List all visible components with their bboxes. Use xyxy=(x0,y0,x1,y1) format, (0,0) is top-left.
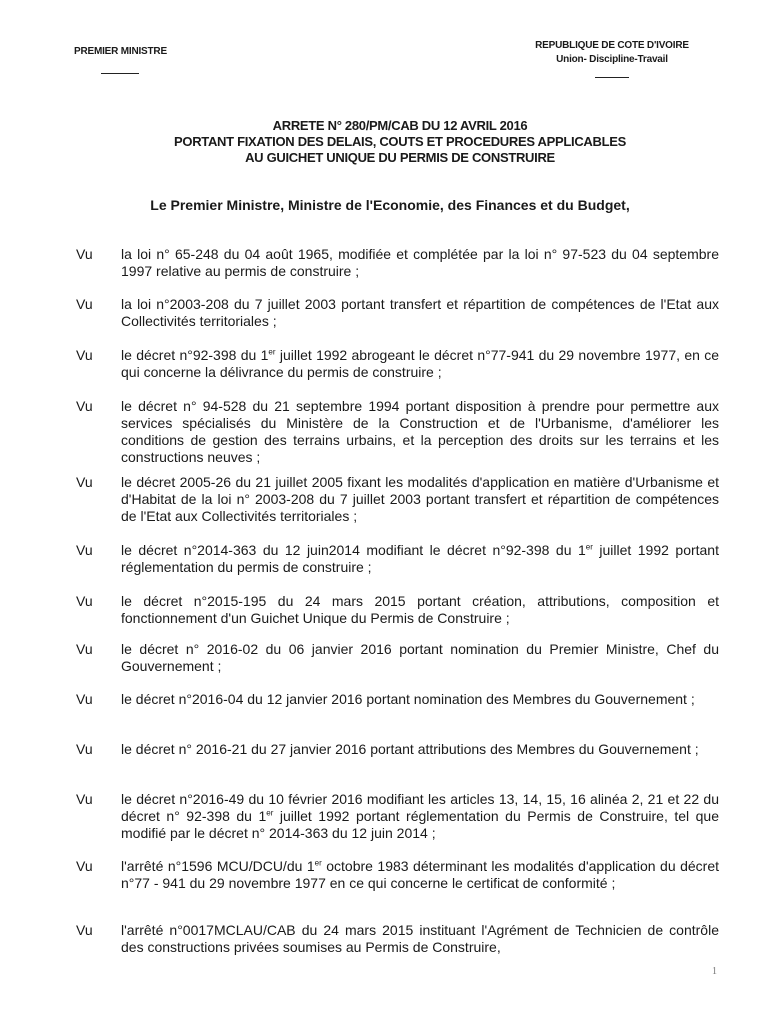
visa-text-part: le décret n°92-398 du 1 xyxy=(121,347,269,363)
visa-text-part: l'arrêté n°0017MCLAU/CAB du 24 mars 2015 instituant l'Agrément de Technicien de contrôle des constructions privées soumises au Permis de Construire, xyxy=(121,922,719,955)
visa-text-part: le décret 2005-26 du 21 juillet 2005 fixant les modalités d'application en matière d'Urbanisme et d'Habitat de la loi n° 2003-208 du 7 juillet 2003 portant transfert et répartition de compétences de l'Etat aux Collectivités territoriales ; xyxy=(121,474,719,524)
visa-label: Vu xyxy=(76,246,93,262)
visa-text-part: juillet 1992 portant réglementation du Permis de Construire, tel que modifié par le décret n° 2014-363 du 12 juin 2014 ; xyxy=(121,808,719,841)
visa-label: Vu xyxy=(76,542,93,558)
header-right-rule xyxy=(595,77,629,78)
visa-label: Vu xyxy=(76,691,93,707)
visa-label: Vu xyxy=(76,922,93,938)
visa-text xyxy=(121,398,719,466)
ordinal-superscript: er xyxy=(585,542,593,552)
visa-text-part: juillet 1992 portant réglementation du permis de construire ; xyxy=(121,542,719,575)
visa-label: Vu xyxy=(76,641,93,657)
visa-text xyxy=(121,246,719,280)
header-left xyxy=(74,46,167,74)
visa-text-part: l'arrêté n°1596 MCU/DCU/du 1 xyxy=(121,858,315,874)
document-title xyxy=(100,118,700,166)
visa-text-part: juillet 1992 abrogeant le décret n°77-941 du 29 novembre 1977, en ce qui concerne la délivrance du permis de construire ; xyxy=(121,347,719,380)
visa-text xyxy=(121,922,719,956)
visa-text-part: le décret n°2016-04 du 12 janvier 2016 portant nomination des Membres du Gouvernement ; xyxy=(121,691,695,707)
visa-text xyxy=(121,593,719,627)
visa-text xyxy=(121,641,719,675)
visa-text-part: le décret n°2015-195 du 24 mars 2015 portant création, attributions, composition et fonctionnement d'un Guichet Unique du Permis de Construire ; xyxy=(121,593,719,626)
title-line-3: AU GUICHET UNIQUE DU PERMIS DE CONSTRUIRE xyxy=(245,150,555,165)
visa-label: Vu xyxy=(76,791,93,807)
visa-text-part: le décret n° 94-528 du 21 septembre 1994 portant disposition à prendre pour permettre aux services spécialisés du Ministère de la Construction et de l'Urbanisme, d'améliorer les conditions de gestion des terrains urbains, et la perception des droits sur les terrains et les constructions neuves ; xyxy=(121,398,719,465)
visa-label: Vu xyxy=(76,347,93,363)
visa-text xyxy=(121,691,719,708)
republic-label: REPUBLIQUE DE COTE D'IVOIRE xyxy=(535,40,689,51)
title-line-1: ARRETE N° 280/PM/CAB DU 12 AVRIL 2016 xyxy=(272,118,528,133)
visa-text xyxy=(121,858,719,892)
visa-label: Vu xyxy=(76,398,93,414)
ordinal-superscript: er xyxy=(266,808,274,818)
visa-text xyxy=(121,791,719,842)
ordinal-superscript: er xyxy=(314,858,322,868)
header-right xyxy=(522,40,702,78)
visa-label: Vu xyxy=(76,858,93,874)
visa-label: Vu xyxy=(76,474,93,490)
title-line-2: PORTANT FIXATION DES DELAIS, COUTS ET PROCEDURES APPLICABLES xyxy=(174,134,626,149)
motto-label: Union- Discipline-Travail xyxy=(556,54,668,65)
ordinal-superscript: er xyxy=(268,347,276,357)
header-left-rule xyxy=(101,73,139,74)
authority-statement: Le Premier Ministre, Ministre de l'Economie, des Finances et du Budget, xyxy=(150,197,630,213)
visa-label: Vu xyxy=(76,741,93,757)
visa-text-part: le décret n°2016-49 du 10 février 2016 modifiant les articles 13, 14, 15, 16 alinéa 2, 21 et 22 du décret n° 92-398 du 1 xyxy=(121,791,719,824)
visa-text-part: octobre 1983 déterminant les modalités d'application du décret n°77 - 941 du 29 novembre 1977 en ce qui concerne le certificat de conformité ; xyxy=(121,858,719,891)
visa-text-part: le décret n°2014-363 du 12 juin2014 modifiant le décret n°92-398 du 1 xyxy=(121,542,586,558)
issuer-label: PREMIER MINISTRE xyxy=(74,46,167,57)
visa-label: Vu xyxy=(76,593,93,609)
visa-text xyxy=(121,296,719,330)
visa-text xyxy=(121,474,719,525)
visa-text xyxy=(121,741,719,758)
visa-text xyxy=(121,347,719,381)
visa-text-part: la loi n°2003-208 du 7 juillet 2003 portant transfert et répartition de compétences de l'Etat aux Collectivités territoriales ; xyxy=(121,296,719,329)
visa-text-part: la loi n° 65-248 du 04 août 1965, modifiée et complétée par la loi n° 97-523 du 04 septembre 1997 relative au permis de construire ; xyxy=(121,246,719,279)
visa-text-part: le décret n° 2016-02 du 06 janvier 2016 portant nomination du Premier Ministre, Chef du Gouvernement ; xyxy=(121,641,719,674)
visa-text-part: le décret n° 2016-21 du 27 janvier 2016 portant attributions des Membres du Gouvernement ; xyxy=(121,741,699,757)
visa-text xyxy=(121,542,719,576)
page-number: 1 xyxy=(712,966,717,977)
visa-label: Vu xyxy=(76,296,93,312)
